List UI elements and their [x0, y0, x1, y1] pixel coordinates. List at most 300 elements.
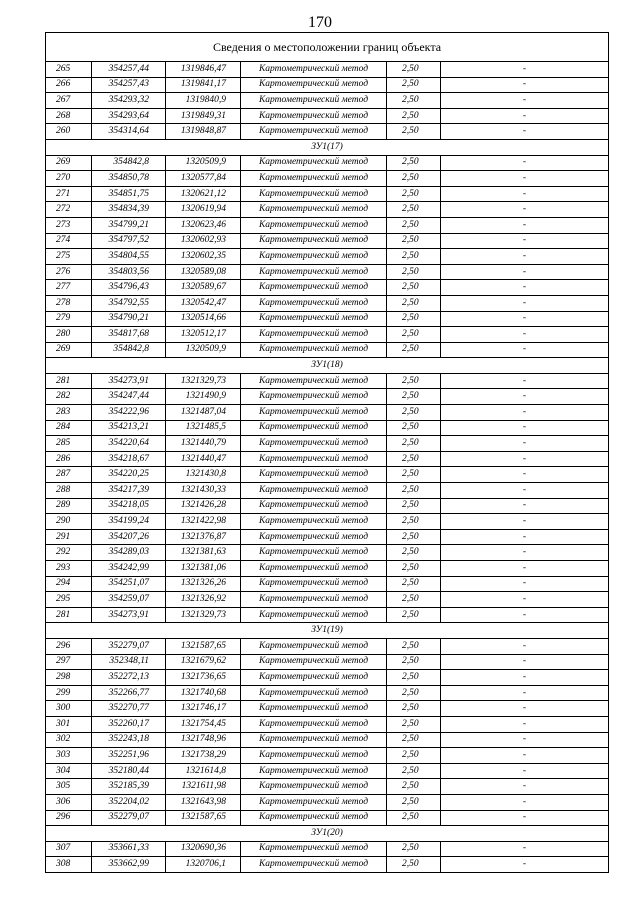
description-cell: - [441, 186, 609, 202]
point-number-cell: 270 [46, 171, 92, 187]
accuracy-cell: 2,50 [387, 685, 441, 701]
coord-y-cell: 1321440,47 [166, 451, 241, 467]
accuracy-cell: 2,50 [387, 124, 441, 140]
section-header-row [46, 139, 609, 155]
coord-y-cell: 1320619,94 [166, 202, 241, 218]
coord-x-cell: 353662,99 [92, 857, 166, 873]
coord-y-cell: 1320706,1 [166, 857, 241, 873]
point-number-cell: 293 [46, 561, 92, 577]
description-cell: - [441, 405, 609, 421]
table-row [46, 794, 609, 810]
description-cell: - [441, 841, 609, 857]
method-cell: Картометрический метод [241, 529, 387, 545]
description-cell: - [441, 701, 609, 717]
coord-y-cell: 1320623,46 [166, 217, 241, 233]
coord-y-cell: 1319841,17 [166, 77, 241, 93]
coord-y-cell: 1320690,36 [166, 841, 241, 857]
coord-y-cell: 1321381,63 [166, 545, 241, 561]
accuracy-cell: 2,50 [387, 295, 441, 311]
point-number-cell: 303 [46, 748, 92, 764]
coord-x-cell: 352260,17 [92, 716, 166, 732]
table-row [46, 202, 609, 218]
method-cell: Картометрический метод [241, 108, 387, 124]
point-number-cell: 308 [46, 857, 92, 873]
method-cell: Картометрический метод [241, 716, 387, 732]
method-cell: Картометрический метод [241, 654, 387, 670]
table-row [46, 389, 609, 405]
description-cell: - [441, 716, 609, 732]
coord-x-cell: 354218,67 [92, 451, 166, 467]
coord-x-cell: 354220,64 [92, 436, 166, 452]
coord-y-cell: 1321746,17 [166, 701, 241, 717]
point-number-cell: 285 [46, 436, 92, 452]
coord-x-cell: 354850,78 [92, 171, 166, 187]
description-cell: - [441, 108, 609, 124]
coord-x-cell: 352279,07 [92, 810, 166, 826]
coord-x-cell: 354792,55 [92, 295, 166, 311]
point-number-cell: 291 [46, 529, 92, 545]
accuracy-cell: 2,50 [387, 545, 441, 561]
coord-x-cell: 354199,24 [92, 514, 166, 530]
coord-y-cell: 1320589,67 [166, 280, 241, 296]
accuracy-cell: 2,50 [387, 716, 441, 732]
method-cell: Картометрический метод [241, 420, 387, 436]
description-cell: - [441, 763, 609, 779]
description-cell: - [441, 389, 609, 405]
accuracy-cell: 2,50 [387, 779, 441, 795]
description-cell: - [441, 233, 609, 249]
accuracy-cell: 2,50 [387, 483, 441, 499]
point-number-cell: 296 [46, 810, 92, 826]
coord-x-cell: 352185,39 [92, 779, 166, 795]
table-row [46, 108, 609, 124]
description-cell: - [441, 467, 609, 483]
table-row [46, 217, 609, 233]
table-row [46, 342, 609, 358]
description-cell: - [441, 794, 609, 810]
point-number-cell: 300 [46, 701, 92, 717]
description-cell: - [441, 202, 609, 218]
description-cell: - [441, 670, 609, 686]
coord-y-cell: 1319849,31 [166, 108, 241, 124]
point-number-cell: 278 [46, 295, 92, 311]
method-cell: Картометрический метод [241, 186, 387, 202]
method-cell: Картометрический метод [241, 124, 387, 140]
coord-x-cell: 354257,44 [92, 62, 166, 78]
coord-y-cell: 1321740,68 [166, 685, 241, 701]
accuracy-cell: 2,50 [387, 233, 441, 249]
description-cell: - [441, 280, 609, 296]
point-number-cell: 260 [46, 124, 92, 140]
point-number-cell: 269 [46, 155, 92, 171]
description-cell: - [441, 607, 609, 623]
coord-x-cell: 352270,77 [92, 701, 166, 717]
accuracy-cell: 2,50 [387, 607, 441, 623]
point-number-cell: 281 [46, 373, 92, 389]
table-row [46, 607, 609, 623]
coord-y-cell: 1321679,62 [166, 654, 241, 670]
coord-y-cell: 1321426,28 [166, 498, 241, 514]
table-row [46, 592, 609, 608]
point-number-cell: 274 [46, 233, 92, 249]
table-row [46, 529, 609, 545]
coord-x-cell: 354242,99 [92, 561, 166, 577]
method-cell: Картометрический метод [241, 171, 387, 187]
coord-x-cell: 354803,56 [92, 264, 166, 280]
point-number-cell: 277 [46, 280, 92, 296]
coord-y-cell: 1321754,45 [166, 716, 241, 732]
accuracy-cell: 2,50 [387, 670, 441, 686]
coord-x-cell: 354217,39 [92, 483, 166, 499]
coord-x-cell: 352348,11 [92, 654, 166, 670]
method-cell: Картометрический метод [241, 592, 387, 608]
method-cell: Картометрический метод [241, 514, 387, 530]
description-cell: - [441, 124, 609, 140]
method-cell: Картометрический метод [241, 857, 387, 873]
table-row [46, 249, 609, 265]
table-row [46, 405, 609, 421]
table-row [46, 295, 609, 311]
point-number-cell: 267 [46, 93, 92, 109]
coord-y-cell: 1321738,29 [166, 748, 241, 764]
point-number-cell: 269 [46, 342, 92, 358]
method-cell: Картометрический метод [241, 217, 387, 233]
table-row [46, 857, 609, 873]
coord-y-cell: 1321381,06 [166, 561, 241, 577]
point-number-cell: 286 [46, 451, 92, 467]
description-cell: - [441, 810, 609, 826]
description-cell: - [441, 249, 609, 265]
boundary-coordinates-table [45, 32, 609, 873]
point-number-cell: 268 [46, 108, 92, 124]
method-cell: Картометрический метод [241, 483, 387, 499]
coord-y-cell: 1320621,12 [166, 186, 241, 202]
point-number-cell: 304 [46, 763, 92, 779]
method-cell: Картометрический метод [241, 467, 387, 483]
page-number: 170 [308, 14, 332, 31]
table-row [46, 514, 609, 530]
method-cell: Картометрический метод [241, 280, 387, 296]
table-row [46, 451, 609, 467]
coord-y-cell: 1320602,93 [166, 233, 241, 249]
method-cell: Картометрический метод [241, 498, 387, 514]
description-cell: - [441, 93, 609, 109]
method-cell: Картометрический метод [241, 670, 387, 686]
coord-y-cell: 1321422,98 [166, 514, 241, 530]
coord-y-cell: 1320514,66 [166, 311, 241, 327]
table-row [46, 841, 609, 857]
coord-y-cell: 1321326,92 [166, 592, 241, 608]
accuracy-cell: 2,50 [387, 171, 441, 187]
accuracy-cell: 2,50 [387, 217, 441, 233]
table-row [46, 670, 609, 686]
description-cell: - [441, 451, 609, 467]
coord-x-cell: 354851,75 [92, 186, 166, 202]
method-cell: Картометрический метод [241, 576, 387, 592]
coord-x-cell: 352180,44 [92, 763, 166, 779]
coord-x-cell: 354273,91 [92, 373, 166, 389]
coord-y-cell: 1320542,47 [166, 295, 241, 311]
accuracy-cell: 2,50 [387, 529, 441, 545]
point-number-cell: 272 [46, 202, 92, 218]
point-number-cell: 306 [46, 794, 92, 810]
method-cell: Картометрический метод [241, 748, 387, 764]
accuracy-cell: 2,50 [387, 748, 441, 764]
table-row [46, 155, 609, 171]
coord-x-cell: 354842,8 [92, 155, 166, 171]
accuracy-cell: 2,50 [387, 405, 441, 421]
table-row [46, 280, 609, 296]
accuracy-cell: 2,50 [387, 732, 441, 748]
accuracy-cell: 2,50 [387, 342, 441, 358]
accuracy-cell: 2,50 [387, 576, 441, 592]
point-number-cell: 266 [46, 77, 92, 93]
point-number-cell: 284 [46, 420, 92, 436]
method-cell: Картометрический метод [241, 93, 387, 109]
coord-y-cell: 1321748,96 [166, 732, 241, 748]
accuracy-cell: 2,50 [387, 311, 441, 327]
coord-y-cell: 1321614,8 [166, 763, 241, 779]
table-row [46, 810, 609, 826]
table-row [46, 685, 609, 701]
description-cell: - [441, 171, 609, 187]
accuracy-cell: 2,50 [387, 93, 441, 109]
coord-x-cell: 354251,07 [92, 576, 166, 592]
accuracy-cell: 2,50 [387, 592, 441, 608]
coord-x-cell: 354220,25 [92, 467, 166, 483]
table-row [46, 327, 609, 343]
description-cell: - [441, 498, 609, 514]
method-cell: Картометрический метод [241, 311, 387, 327]
coord-y-cell: 1319840,9 [166, 93, 241, 109]
accuracy-cell: 2,50 [387, 841, 441, 857]
description-cell: - [441, 545, 609, 561]
accuracy-cell: 2,50 [387, 420, 441, 436]
coord-x-cell: 352279,07 [92, 638, 166, 654]
method-cell: Картометрический метод [241, 327, 387, 343]
method-cell: Картометрический метод [241, 794, 387, 810]
coord-x-cell: 354213,21 [92, 420, 166, 436]
description-cell: - [441, 685, 609, 701]
accuracy-cell: 2,50 [387, 857, 441, 873]
description-cell: - [441, 529, 609, 545]
method-cell: Картометрический метод [241, 561, 387, 577]
coord-x-cell: 354804,55 [92, 249, 166, 265]
coord-x-cell: 354207,26 [92, 529, 166, 545]
table-row [46, 186, 609, 202]
table-row [46, 420, 609, 436]
description-cell: - [441, 420, 609, 436]
method-cell: Картометрический метод [241, 607, 387, 623]
table-row [46, 763, 609, 779]
coord-x-cell: 354273,91 [92, 607, 166, 623]
description-cell: - [441, 264, 609, 280]
coord-x-cell: 352251,96 [92, 748, 166, 764]
coord-x-cell: 354257,43 [92, 77, 166, 93]
coord-y-cell: 1320512,17 [166, 327, 241, 343]
accuracy-cell: 2,50 [387, 514, 441, 530]
method-cell: Картометрический метод [241, 77, 387, 93]
point-number-cell: 297 [46, 654, 92, 670]
section-header-row [46, 826, 609, 842]
table-row [46, 233, 609, 249]
table-row [46, 638, 609, 654]
coord-y-cell: 1320577,84 [166, 171, 241, 187]
coord-y-cell: 1321430,33 [166, 483, 241, 499]
description-cell: - [441, 217, 609, 233]
coord-x-cell: 354796,43 [92, 280, 166, 296]
point-number-cell: 283 [46, 405, 92, 421]
description-cell: - [441, 561, 609, 577]
method-cell: Картометрический метод [241, 436, 387, 452]
coord-x-cell: 354797,52 [92, 233, 166, 249]
accuracy-cell: 2,50 [387, 638, 441, 654]
table-title: Сведения о местоположении границ объекта [46, 33, 609, 62]
coord-y-cell: 1321440,79 [166, 436, 241, 452]
method-cell: Картометрический метод [241, 638, 387, 654]
section-header-row [46, 358, 609, 374]
table-row [46, 576, 609, 592]
table-row [46, 373, 609, 389]
point-number-cell: 296 [46, 638, 92, 654]
coord-x-cell: 352243,18 [92, 732, 166, 748]
accuracy-cell: 2,50 [387, 451, 441, 467]
table-row [46, 701, 609, 717]
accuracy-cell: 2,50 [387, 186, 441, 202]
point-number-cell: 290 [46, 514, 92, 530]
description-cell: - [441, 77, 609, 93]
coord-x-cell: 354842,8 [92, 342, 166, 358]
coord-x-cell: 354817,68 [92, 327, 166, 343]
method-cell: Картометрический метод [241, 264, 387, 280]
table-row [46, 498, 609, 514]
method-cell: Картометрический метод [241, 810, 387, 826]
table-row [46, 748, 609, 764]
table-row [46, 171, 609, 187]
coord-y-cell: 1320509,9 [166, 155, 241, 171]
table-row [46, 654, 609, 670]
description-cell: - [441, 857, 609, 873]
point-number-cell: 281 [46, 607, 92, 623]
point-number-cell: 271 [46, 186, 92, 202]
accuracy-cell: 2,50 [387, 794, 441, 810]
description-cell: - [441, 311, 609, 327]
coord-y-cell: 1321485,5 [166, 420, 241, 436]
coord-x-cell: 354218,05 [92, 498, 166, 514]
table-row [46, 732, 609, 748]
point-number-cell: 273 [46, 217, 92, 233]
coord-y-cell: 1321430,8 [166, 467, 241, 483]
method-cell: Картометрический метод [241, 62, 387, 78]
point-number-cell: 302 [46, 732, 92, 748]
method-cell: Картометрический метод [241, 841, 387, 857]
section-label: ЗУ1(20) [46, 826, 609, 842]
table-row [46, 483, 609, 499]
coord-y-cell: 1320589,08 [166, 264, 241, 280]
table-row [46, 77, 609, 93]
coord-x-cell: 353661,33 [92, 841, 166, 857]
coord-y-cell: 1321587,65 [166, 638, 241, 654]
method-cell: Картометрический метод [241, 685, 387, 701]
description-cell: - [441, 638, 609, 654]
coord-y-cell: 1321587,65 [166, 810, 241, 826]
table-title-row [46, 33, 609, 62]
accuracy-cell: 2,50 [387, 498, 441, 514]
accuracy-cell: 2,50 [387, 202, 441, 218]
table-row [46, 545, 609, 561]
coord-y-cell: 1321376,87 [166, 529, 241, 545]
description-cell: - [441, 342, 609, 358]
coord-y-cell: 1321736,65 [166, 670, 241, 686]
coord-y-cell: 1321643,98 [166, 794, 241, 810]
coord-x-cell: 354247,44 [92, 389, 166, 405]
table-row [46, 93, 609, 109]
description-cell: - [441, 373, 609, 389]
coord-y-cell: 1321487,04 [166, 405, 241, 421]
coord-y-cell: 1320509,9 [166, 342, 241, 358]
table-row [46, 436, 609, 452]
point-number-cell: 288 [46, 483, 92, 499]
accuracy-cell: 2,50 [387, 77, 441, 93]
accuracy-cell: 2,50 [387, 373, 441, 389]
method-cell: Картометрический метод [241, 545, 387, 561]
accuracy-cell: 2,50 [387, 436, 441, 452]
accuracy-cell: 2,50 [387, 763, 441, 779]
coord-x-cell: 352266,77 [92, 685, 166, 701]
method-cell: Картометрический метод [241, 405, 387, 421]
method-cell: Картометрический метод [241, 763, 387, 779]
description-cell: - [441, 327, 609, 343]
method-cell: Картометрический метод [241, 233, 387, 249]
description-cell: - [441, 62, 609, 78]
coord-y-cell: 1319846,47 [166, 62, 241, 78]
point-number-cell: 298 [46, 670, 92, 686]
coord-y-cell: 1321326,26 [166, 576, 241, 592]
coord-x-cell: 354222,96 [92, 405, 166, 421]
description-cell: - [441, 483, 609, 499]
accuracy-cell: 2,50 [387, 280, 441, 296]
accuracy-cell: 2,50 [387, 810, 441, 826]
table-row [46, 264, 609, 280]
point-number-cell: 280 [46, 327, 92, 343]
coord-x-cell: 354314,64 [92, 124, 166, 140]
section-label: ЗУ1(19) [46, 623, 609, 639]
table-row [46, 779, 609, 795]
coord-x-cell: 354293,32 [92, 93, 166, 109]
coord-x-cell: 354293,64 [92, 108, 166, 124]
description-cell: - [441, 654, 609, 670]
accuracy-cell: 2,50 [387, 701, 441, 717]
accuracy-cell: 2,50 [387, 62, 441, 78]
accuracy-cell: 2,50 [387, 654, 441, 670]
coord-x-cell: 354259,07 [92, 592, 166, 608]
point-number-cell: 292 [46, 545, 92, 561]
description-cell: - [441, 436, 609, 452]
section-header-row [46, 623, 609, 639]
coord-x-cell: 354289,03 [92, 545, 166, 561]
point-number-cell: 305 [46, 779, 92, 795]
accuracy-cell: 2,50 [387, 561, 441, 577]
point-number-cell: 282 [46, 389, 92, 405]
table-body [46, 33, 609, 873]
coord-x-cell: 354799,21 [92, 217, 166, 233]
method-cell: Картометрический метод [241, 342, 387, 358]
method-cell: Картометрический метод [241, 202, 387, 218]
coord-y-cell: 1320602,35 [166, 249, 241, 265]
method-cell: Картометрический метод [241, 732, 387, 748]
point-number-cell: 287 [46, 467, 92, 483]
point-number-cell: 301 [46, 716, 92, 732]
